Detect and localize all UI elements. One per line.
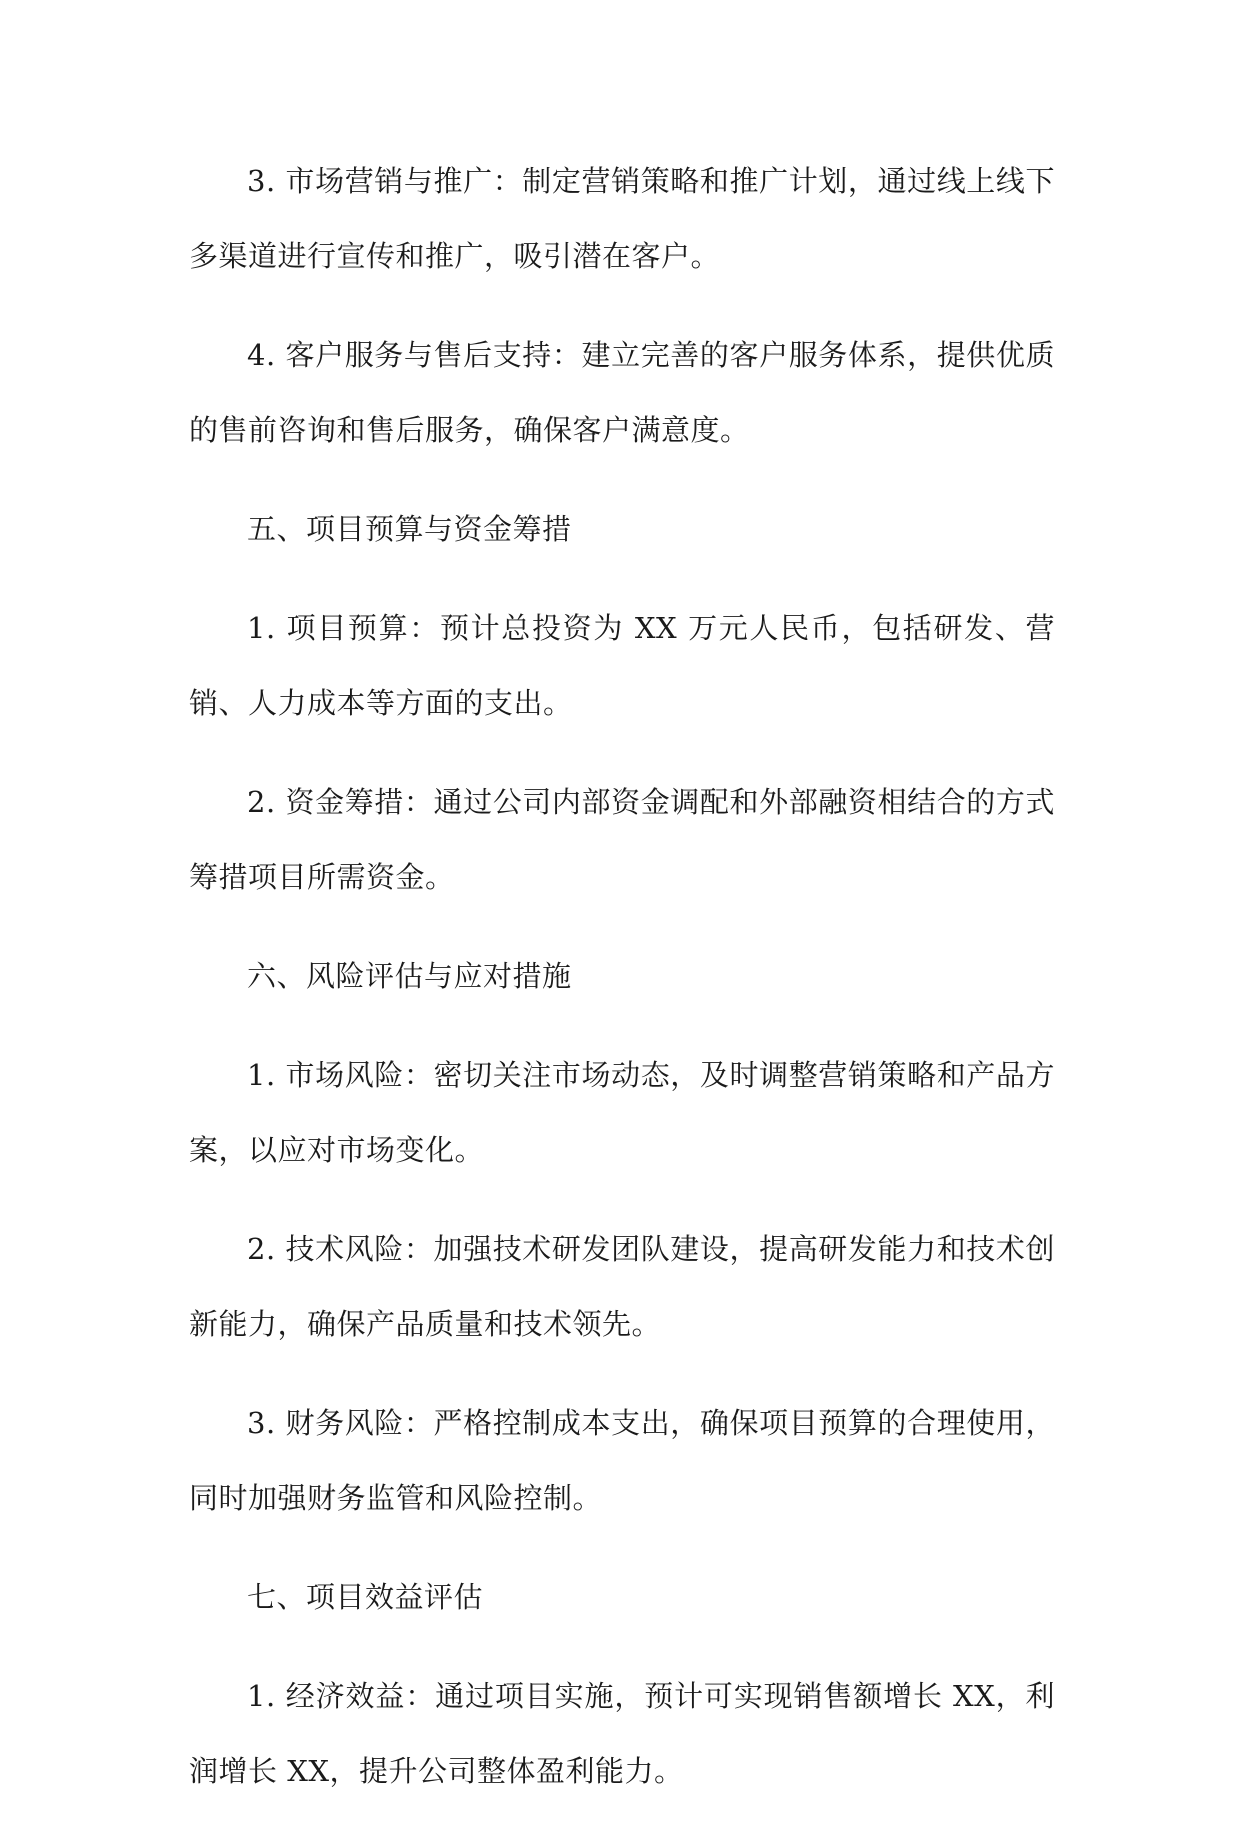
section-heading-budget <box>189 492 1055 567</box>
item-text: 客户服务与售后支持：建立完善的客户服务体系，提供优质的售前咨询和售后服务，确保客户满意度。 <box>189 338 1055 447</box>
heading-text: 六、风险评估与应对措施 <box>247 959 572 993</box>
list-item-fundraising <box>189 765 1055 915</box>
heading-text: 七、项目效益评估 <box>247 1580 484 1614</box>
item-text: 项目预算：预计总投资为 XX 万元人民币，包括研发、营销、人力成本等方面的支出。 <box>189 611 1056 720</box>
list-item-marketing <box>189 144 1055 294</box>
item-text: 市场风险：密切关注市场动态，及时调整营销策略和产品方案，以应对市场变化。 <box>189 1058 1055 1167</box>
section-heading-benefits <box>189 1560 1055 1635</box>
list-item-customer-service <box>189 318 1055 468</box>
list-item-project-budget <box>189 591 1055 741</box>
item-text: 资金筹措：通过公司内部资金调配和外部融资相结合的方式筹措项目所需资金。 <box>189 785 1055 894</box>
item-number: 2. <box>247 785 276 819</box>
item-text: 经济效益：通过项目实施，预计可实现销售额增长 XX，利润增长 XX，提升公司整体盈利能力。 <box>189 1679 1056 1788</box>
item-number: 1. <box>247 1679 276 1713</box>
list-item-finance-risk <box>189 1386 1055 1536</box>
heading-text: 五、项目预算与资金筹措 <box>247 512 572 546</box>
item-number: 3. <box>247 1406 276 1440</box>
item-text: 财务风险：严格控制成本支出，确保项目预算的合理使用，同时加强财务监管和风险控制。 <box>189 1406 1055 1515</box>
list-item-market-risk <box>189 1038 1055 1188</box>
list-item-economic-benefit <box>189 1659 1055 1809</box>
list-item-tech-risk <box>189 1212 1055 1362</box>
item-text: 技术风险：加强技术研发团队建设，提高研发能力和技术创新能力，确保产品质量和技术领先。 <box>189 1232 1055 1341</box>
section-heading-risk <box>189 939 1055 1014</box>
item-number: 1. <box>247 1058 276 1092</box>
item-number: 4. <box>247 338 276 372</box>
item-number: 3. <box>247 164 276 198</box>
document-body <box>189 144 1055 1833</box>
item-number: 1. <box>247 611 276 645</box>
item-text: 市场营销与推广：制定营销策略和推广计划，通过线上线下多渠道进行宣传和推广，吸引潜在客户。 <box>189 164 1055 273</box>
item-number: 2. <box>247 1232 276 1266</box>
